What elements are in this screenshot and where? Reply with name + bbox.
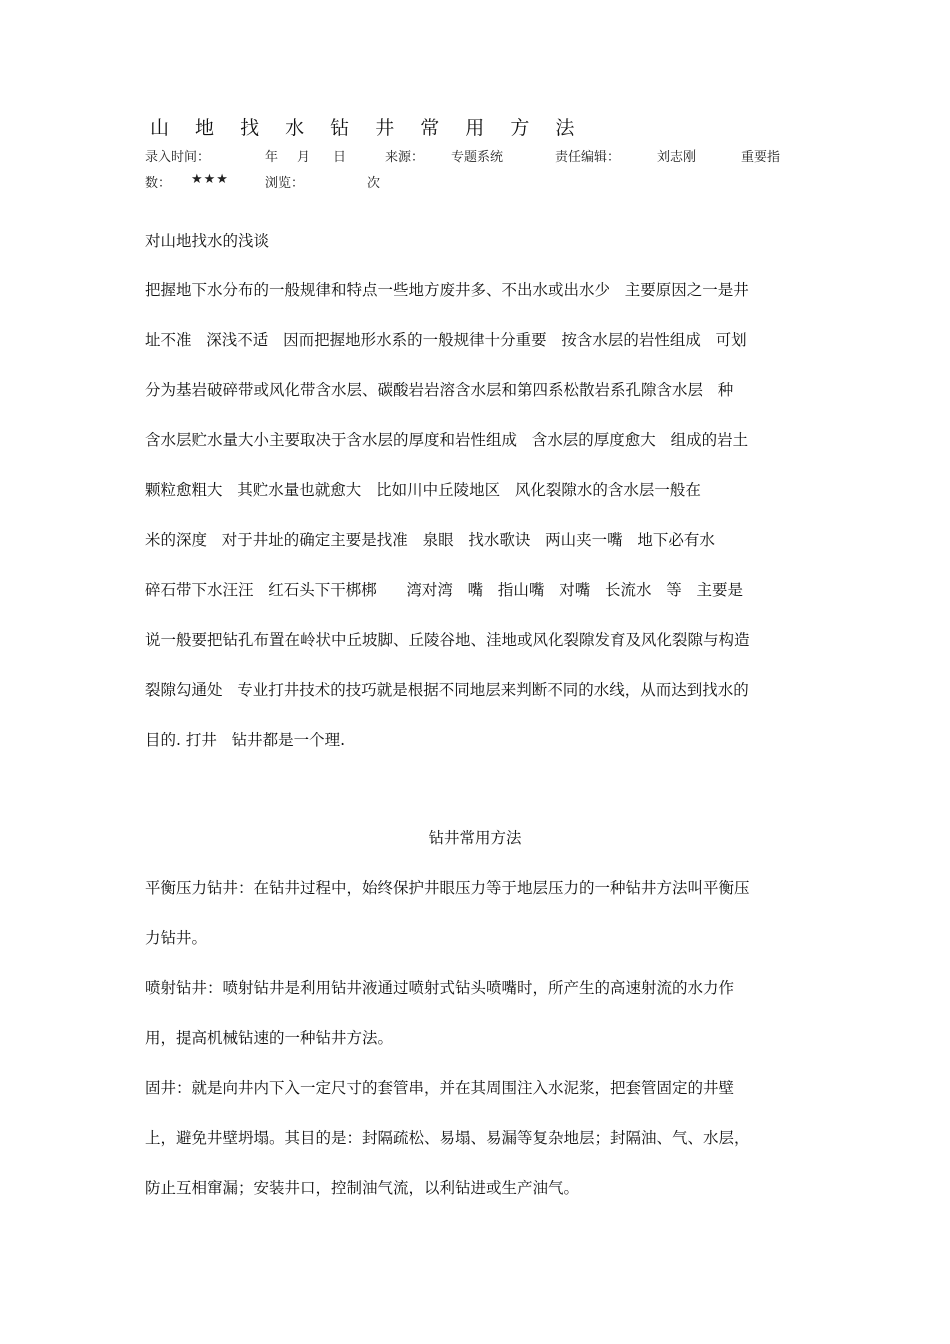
paragraph-line: 喷射钻井：喷射钻井是利用钻井液通过喷射式钻头喷嘴时，所产生的高速射流的水力作	[145, 979, 735, 997]
paragraph-line: 含水层贮水量大小主要取决于含水层的厚度和岩性组成 含水层的厚度愈大 组成的岩土	[145, 431, 749, 449]
paragraph-line: 碎石带下水汪汪 红石头下干梆梆 湾对湾 嘴 指山嘴 对嘴 长流水 等 主要是	[145, 581, 744, 599]
paragraph-line: 分为基岩破碎带或风化带含水层、碳酸岩岩溶含水层和第四系松散岩系孔隙含水层 种	[145, 381, 734, 399]
paragraph-line: 平衡压力钻井：在钻井过程中，始终保护井眼压力等于地层压力的一种钻井方法叫平衡压	[145, 879, 750, 897]
entry-month: 月	[297, 150, 311, 165]
paragraph-line: 目的. 打井 钻井都是一个理.	[145, 731, 346, 749]
entry-day: 日	[333, 150, 347, 165]
paragraph-line: 裂隙勾通处 专业打井技术的技巧就是根据不同地层来判断不同的水线，从而达到找水的	[145, 681, 749, 699]
importance-label: 重要指	[741, 150, 781, 165]
views-unit: 次	[367, 176, 381, 191]
paragraph-line: 上，避免井壁坍塌。其目的是：封隔疏松、易塌、易漏等复杂地层；封隔油、气、水层，	[145, 1129, 750, 1147]
importance-stars: ★★★	[191, 172, 229, 187]
paragraph-line: 颗粒愈粗大 其贮水量也就愈大 比如川中丘陵地区 风化裂隙水的含水层一般在	[145, 481, 701, 499]
source-value: 专题系统	[451, 150, 504, 165]
views-label: 浏览：	[265, 176, 305, 191]
paragraph-line: 址不准 深浅不适 因而把握地形水系的一般规律十分重要 按含水层的岩性组成 可划	[145, 331, 747, 349]
paragraph-line: 用，提高机械钻速的一种钻井方法。	[145, 1029, 394, 1047]
editor-value: 刘志刚	[657, 150, 697, 165]
paragraph-line: 固井：就是向井内下入一定尺寸的套管串，并在其周围注入水泥浆，把套管固定的井壁	[145, 1079, 735, 1097]
paragraph-line: 米的深度 对于井址的确定主要是找准 泉眼 找水歌诀 两山夹一嘴 地下必有水	[145, 531, 715, 549]
paragraph-line: 把握地下水分布的一般规律和特点一些地方废井多、不出水或出水少 主要原因之一是井	[145, 281, 749, 299]
source-label: 来源：	[385, 150, 425, 165]
paragraph-line: 防止互相窜漏；安装井口，控制油气流，以利钻进或生产油气。	[145, 1179, 580, 1197]
section-heading: 对山地找水的浅谈	[145, 232, 270, 250]
paragraph-line: 说一般要把钻孔布置在岭状中丘坡脚、丘陵谷地、洼地或风化裂隙发育及风化裂隙与构造	[145, 631, 750, 649]
entry-year: 年	[265, 150, 279, 165]
article-title: 山 地 找 水 钻 井 常 用 方 法	[150, 117, 585, 139]
paragraph-line: 力钻井。	[145, 929, 208, 947]
section-heading-centered: 钻井常用方法	[428, 829, 522, 847]
editor-label: 责任编辑：	[555, 150, 621, 165]
entry-time-label: 录入时间：	[145, 150, 211, 165]
importance-label-cont: 数：	[145, 176, 172, 191]
